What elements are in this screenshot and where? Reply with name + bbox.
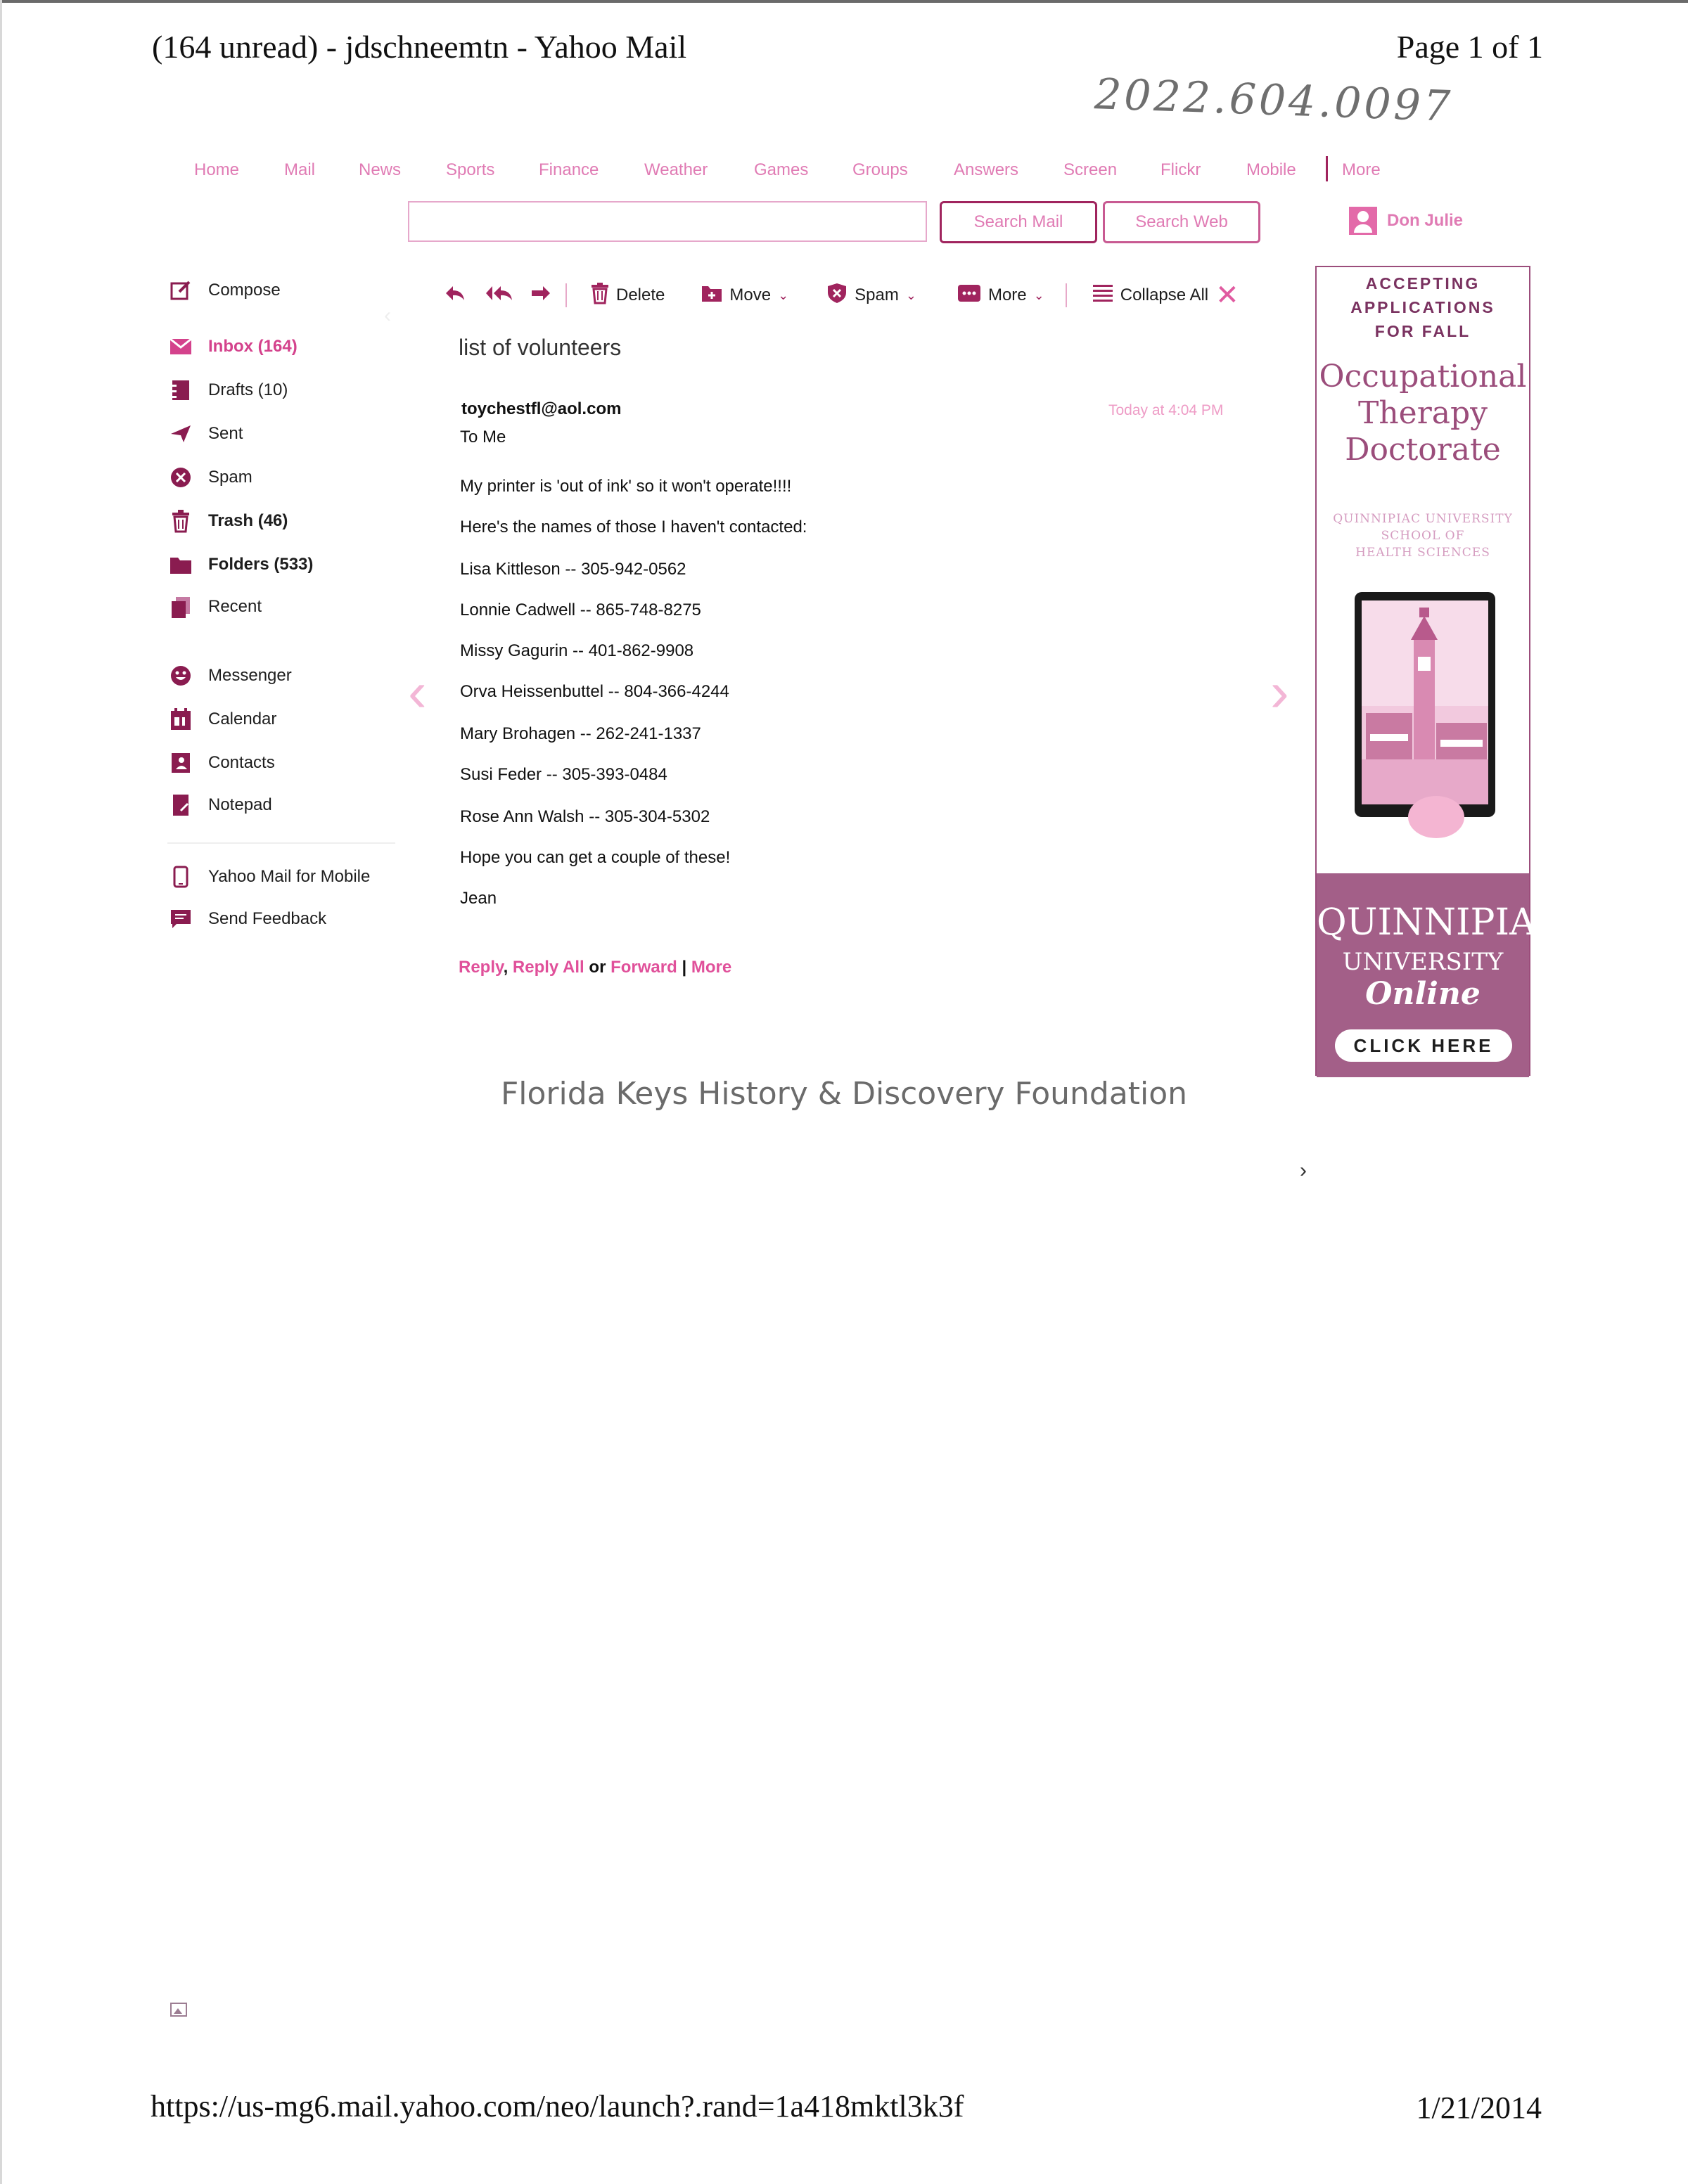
message-subject: list of volunteers	[459, 335, 622, 360]
user-menu[interactable]	[1349, 207, 1463, 235]
spam-shield-icon	[169, 465, 193, 489]
sidebar-item-trash[interactable]	[169, 509, 288, 533]
nav-home[interactable]: Home	[194, 160, 240, 179]
body-line: Lisa Kittleson -- 305-942-0562	[460, 560, 686, 579]
sidebar-item-feedback[interactable]	[169, 907, 326, 931]
ad-banner[interactable]	[1315, 266, 1564, 1076]
more-link[interactable]: More	[691, 958, 732, 977]
reply-all-arrow-icon	[485, 285, 513, 306]
recent-icon	[169, 595, 193, 619]
body-line: Jean	[460, 889, 497, 908]
spam-label: Spam	[855, 285, 899, 304]
print-footer-url: https://us-mg6.mail.yahoo.com/neo/launch?.rand=1a418mktl3k3f	[151, 2089, 964, 2124]
folder-icon	[169, 553, 193, 577]
drafts-icon	[169, 378, 193, 402]
sidebar-item-inbox[interactable]	[169, 335, 298, 359]
close-icon: ✕	[1215, 280, 1239, 311]
sidebar-item-spam[interactable]	[169, 465, 252, 489]
body-line: Mary Brohagen -- 262-241-1337	[460, 724, 701, 743]
ad-brand-name: QUINNIPIAC	[1317, 901, 1564, 944]
nav-mobile[interactable]: Mobile	[1246, 160, 1296, 179]
trash-icon	[169, 509, 193, 533]
sidebar-item-label: Inbox (164)	[208, 337, 298, 356]
sidebar-item-drafts[interactable]	[169, 378, 288, 402]
notepad-icon	[169, 793, 193, 817]
nav-weather[interactable]: Weather	[644, 160, 708, 179]
sidebar-item-label: Recent	[208, 597, 262, 616]
ad-tablet-image	[1338, 589, 1514, 821]
print-header-title: (164 unread) - jdschneemtn - Yahoo Mail	[152, 29, 687, 65]
next-message-arrow-icon[interactable]: ›	[1270, 660, 1289, 723]
toolbar-divider	[565, 283, 567, 307]
ad-brand-online: Online	[1365, 976, 1481, 1012]
nav-groups[interactable]: Groups	[852, 160, 908, 179]
nav-sports[interactable]: Sports	[446, 160, 495, 179]
trash-icon	[591, 283, 609, 308]
chevron-down-icon: ⌄	[778, 288, 789, 302]
sidebar-item-contacts[interactable]	[169, 751, 275, 775]
body-line: Here's the names of those I haven't contacted:	[460, 518, 807, 537]
reply-link[interactable]: Reply	[459, 958, 504, 977]
sidebar-item-label: Send Feedback	[208, 909, 327, 928]
ad-tagline-line: FOR FALL	[1374, 322, 1471, 340]
collapse-all-label: Collapse All	[1120, 285, 1209, 304]
move-button[interactable]	[701, 284, 788, 307]
sidebar-divider	[167, 842, 395, 844]
more-button[interactable]	[957, 284, 1044, 307]
nav-games[interactable]: Games	[754, 160, 809, 179]
nav-flickr[interactable]: Flickr	[1160, 160, 1201, 179]
envelope-icon	[169, 335, 193, 359]
sidebar-item-label: Drafts (10)	[208, 380, 288, 399]
ad-school-line: QUINNIPIAC UNIVERSITY	[1333, 512, 1513, 526]
feedback-bubble-icon	[169, 907, 193, 931]
calendar-icon	[169, 707, 193, 731]
footer-organization: Florida Keys History & Discovery Foundation	[500, 1076, 1188, 1112]
reply-all-button[interactable]	[485, 285, 513, 306]
nav-answers[interactable]: Answers	[954, 160, 1019, 179]
nav-mail[interactable]: Mail	[284, 160, 316, 179]
ad-school-name	[1317, 510, 1529, 561]
more-dots-icon	[957, 284, 981, 307]
sidebar-item-calendar[interactable]	[169, 707, 276, 731]
ad-headline-line: Therapy	[1357, 395, 1488, 431]
reply-arrow-icon	[445, 285, 466, 306]
sidebar-item-notepad[interactable]	[169, 793, 272, 817]
body-line: Lonnie Cadwell -- 865-748-8275	[460, 600, 701, 619]
reply-links-comma: ,	[503, 958, 509, 977]
nav-divider	[1326, 156, 1328, 181]
message-timestamp: Today at 4:04 PM	[1108, 402, 1224, 418]
paper-plane-icon	[169, 422, 193, 446]
spam-button[interactable]	[826, 283, 916, 308]
ad-brand-panel	[1317, 873, 1564, 1077]
body-line: Susi Feder -- 305-393-0484	[460, 765, 667, 784]
ad-tagline-line: APPLICATIONS	[1350, 298, 1495, 316]
chevron-right-icon[interactable]: ›	[1300, 1159, 1307, 1182]
toolbar-divider	[1066, 283, 1067, 307]
scan-border-top	[0, 0, 1688, 3]
spam-shield-icon	[826, 283, 848, 308]
sidebar-item-mobile[interactable]	[169, 865, 370, 889]
nav-finance[interactable]: Finance	[539, 160, 599, 179]
chevron-left-icon: ‹	[384, 304, 391, 327]
body-line: Missy Gagurin -- 401-862-9908	[460, 641, 694, 660]
ad-school-line: HEALTH SCIENCES	[1355, 546, 1490, 560]
reply-button[interactable]	[445, 285, 466, 306]
ad-headline-line: Doctorate	[1345, 432, 1501, 468]
ad-school-line: SCHOOL OF	[1381, 529, 1465, 543]
reply-links	[459, 958, 731, 977]
compose-icon	[169, 278, 193, 302]
body-line: My printer is 'out of ink' so it won't operate!!!!	[460, 477, 792, 496]
close-message-button[interactable]	[1215, 281, 1239, 309]
ad-tagline-line: ACCEPTING	[1365, 274, 1481, 293]
delete-label: Delete	[616, 285, 665, 304]
avatar-icon	[1349, 207, 1377, 235]
ad-tagline	[1317, 271, 1529, 343]
chevron-down-icon: ⌄	[905, 288, 916, 302]
sidebar-item-recent[interactable]	[169, 595, 262, 619]
sidebar-item-label: Notepad	[208, 795, 272, 814]
delete-button[interactable]	[591, 283, 665, 308]
sidebar-item-label: Yahoo Mail for Mobile	[208, 867, 371, 886]
chevron-down-icon: ⌄	[1033, 288, 1044, 302]
reply-links-or: or	[589, 958, 606, 977]
sidebar-item-label: Calendar	[208, 709, 277, 728]
forward-button[interactable]	[530, 285, 551, 306]
search-mail-button[interactable]: Search Mail	[940, 201, 1097, 243]
message-recipients: To Me	[460, 428, 506, 447]
nav-screen[interactable]: Screen	[1063, 160, 1118, 179]
ad-brand-subtitle: UNIVERSITY	[1342, 948, 1504, 976]
sidebar-item-sent[interactable]	[169, 422, 243, 446]
messenger-smiley-icon	[169, 664, 193, 688]
move-folder-icon	[701, 284, 722, 307]
ad-click-here-button[interactable]: CLICK HERE	[1335, 1029, 1512, 1062]
previous-message-arrow-icon[interactable]: ‹	[408, 660, 427, 723]
forward-arrow-icon	[530, 285, 551, 306]
message-sender[interactable]: toychestfl@aol.com	[461, 399, 622, 418]
ad-headline-line: Occupational	[1319, 359, 1527, 394]
forward-link[interactable]: Forward	[610, 958, 677, 977]
body-line: Rose Ann Walsh -- 305-304-5302	[460, 807, 710, 826]
sidebar-item-messenger[interactable]	[169, 664, 292, 688]
search-web-button[interactable]: Search Web	[1103, 201, 1260, 243]
sidebar-item-label: Folders (533)	[208, 555, 314, 574]
sidebar-item-label: Contacts	[208, 753, 275, 772]
sidebar-item-label: Messenger	[208, 666, 292, 685]
sidebar-item-folders[interactable]	[169, 553, 313, 577]
reply-links-divider: |	[682, 958, 687, 977]
sidebar-item-label: Sent	[208, 424, 243, 443]
image-icon	[170, 2003, 187, 2017]
sidebar-item-label: Spam	[208, 468, 252, 487]
collapse-all-button[interactable]	[1092, 283, 1208, 307]
nav-more[interactable]: More	[1342, 160, 1381, 179]
handwritten-accession-number: 2022.604.0097	[1093, 70, 1454, 131]
message-toolbar	[442, 280, 1239, 311]
mobile-phone-icon	[169, 865, 193, 889]
nav-news[interactable]: News	[359, 160, 402, 179]
sidebar-item-compose[interactable]	[169, 278, 281, 302]
list-lines-icon	[1092, 283, 1113, 307]
sidebar-item-label: Compose	[208, 281, 281, 300]
print-footer-date: 1/21/2014	[1416, 2090, 1542, 2125]
reply-all-link[interactable]: Reply All	[512, 958, 584, 977]
user-name: Don Julie	[1387, 211, 1464, 230]
search-input[interactable]	[408, 201, 927, 242]
move-label: Move	[729, 285, 772, 304]
body-line: Hope you can get a couple of these!	[460, 848, 731, 867]
print-page-number: Page 1 of 1	[1396, 29, 1543, 65]
more-label: More	[987, 285, 1027, 304]
contacts-icon	[169, 751, 193, 775]
sidebar-item-label: Trash (46)	[208, 511, 288, 530]
body-line: Orva Heissenbuttel -- 804-366-4244	[460, 682, 729, 701]
ad-headline	[1317, 359, 1529, 468]
